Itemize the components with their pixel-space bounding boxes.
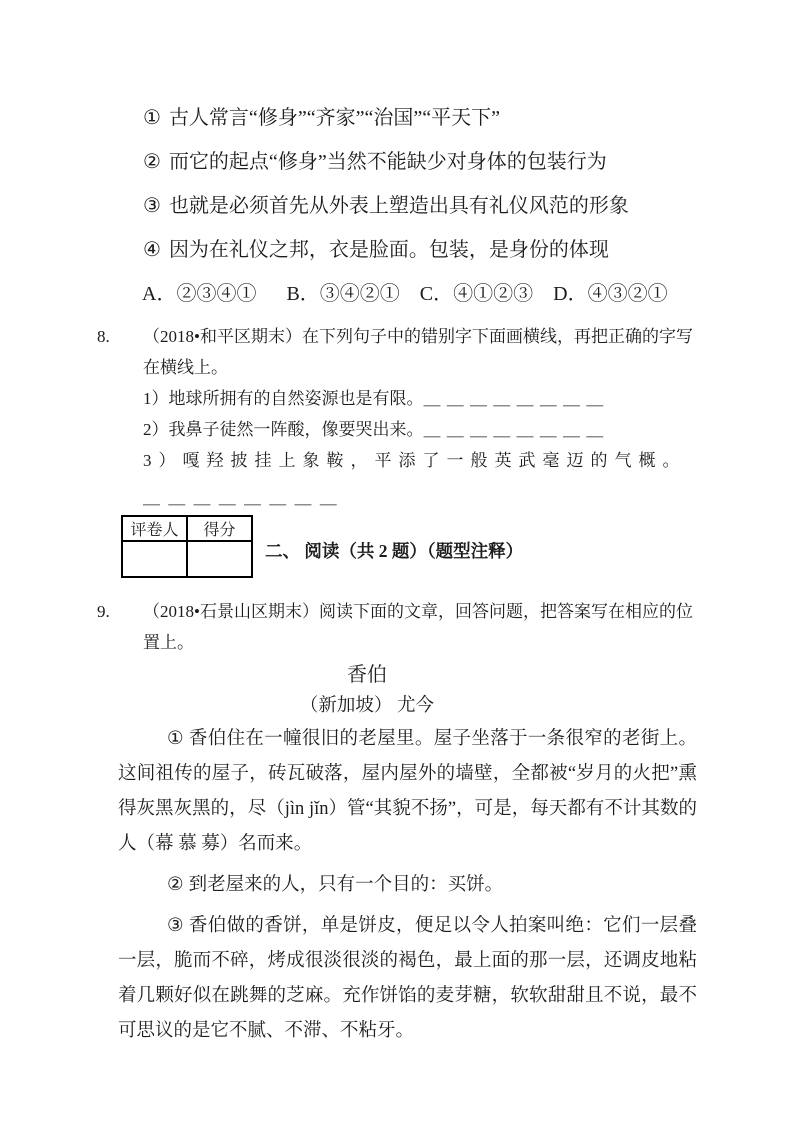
circled-number-1: ① (143, 107, 161, 129)
ordering-item-4-text: 因为在礼仪之邦，衣是脸面。包装，是身份的体现 (168, 239, 609, 261)
question-8-subitem-1 (143, 383, 697, 414)
ordering-item-1 (97, 106, 697, 130)
grader-header-cell: 评卷人 (122, 516, 187, 541)
section-2-header: 二、 阅读（共 2 题）（题型注释） (265, 541, 524, 561)
subitem-1-text: 1）地球所拥有的自然姿源也是有限。 (143, 389, 424, 408)
question-9-stem: （2018•石景山区期末）阅读下面的文章，回答问题，把答案写在相应的位置上。 (143, 602, 693, 652)
question-8-body (143, 321, 697, 513)
passage-paragraph-2 (118, 868, 697, 903)
question-8-stem: （2018•和平区期末）在下列句子中的错别字下面画横线，再把正确的字写在横线上。 (143, 327, 693, 377)
question-8-subitem-2 (143, 414, 697, 445)
question-9 (97, 596, 697, 658)
passage-title: 香伯 (347, 664, 387, 686)
ordering-item-2 (97, 150, 697, 174)
paragraph-2-text: 到老屋来的人，只有一个目的：买饼。 (188, 875, 504, 895)
paragraph-3-marker: ③ (167, 916, 184, 936)
grader-value-cell (122, 541, 187, 577)
score-table-header-row (122, 516, 252, 541)
ordering-item-3 (97, 194, 697, 218)
paragraph-2-marker: ② (167, 875, 184, 895)
ordering-item-1-text: 古人常言“修身”“齐家”“治国”“平天下” (168, 107, 500, 129)
question-8 (97, 321, 697, 513)
circled-number-4: ④ (143, 239, 161, 261)
question-9-number: 9. (97, 602, 110, 621)
score-table-value-row (122, 541, 252, 577)
score-value-cell (187, 541, 252, 577)
passage-author: （新加坡） 尤今 (299, 696, 435, 716)
question-9-body (143, 596, 697, 658)
question-8-subitem-3 (143, 445, 697, 476)
passage-paragraph-3 (118, 909, 697, 1049)
choice-options-row: A．②③④① B．③④②① C．④①②③ D．④③②① (142, 283, 668, 305)
subitem-1-answer-blanks: ＿ ＿ ＿ ＿ ＿ ＿ ＿ ＿ (423, 389, 605, 408)
score-table (121, 515, 253, 578)
circled-number-2: ② (143, 151, 161, 173)
score-header-cell: 得分 (187, 516, 252, 541)
subitem-2-answer-blanks: ＿ ＿ ＿ ＿ ＿ ＿ ＿ ＿ (423, 420, 605, 439)
paragraph-3-text: 香伯做的香饼，单是饼皮，便足以令人拍案叫绝：它们一层叠一层，脆而不碎，烤成很淡很淡的褐色，最上面的那一层，还调皮地粘着几颗好似在跳舞的芝麻。充作饼馅的麦芽糖，软软甜甜且不说，最不可思议的是它不腻、不滞、不粘牙。 (118, 916, 697, 1041)
ordering-item-3-text: 也就是必须首先从外表上塑造出具有礼仪风范的形象 (168, 195, 629, 217)
paragraph-1-marker: ① (167, 729, 184, 749)
ordering-item-2-text: 而它的起点“修身”当然不能缺少对身体的包装行为 (168, 151, 607, 173)
subitem-2-text: 2）我鼻子徒然一阵酸，像要哭出来。 (143, 420, 424, 439)
sentence-order-list (97, 106, 697, 262)
subitem-3-answer-blanks: ＿ ＿ ＿ ＿ ＿ ＿ ＿ ＿ (143, 488, 339, 507)
circled-number-3: ③ (143, 195, 161, 217)
question-8-number: 8. (97, 327, 110, 346)
subitem-3-text: 3）嘎羟披挂上象鞍，平添了一般英武毫迈的气概。 (143, 451, 687, 470)
paragraph-1-text: 香伯住在一幢很旧的老屋里。屋子坐落于一条很窄的老街上。这间祖传的屋子，砖瓦破落，屋内屋外的墙壁，全都被“岁月的火把”熏得灰黑灰黑的，尽（jìn jǐn）管“其貌不扬”，可是，每天都有不计其数的人（幕 慕 募）名而来。 (118, 729, 697, 854)
ordering-item-4 (97, 238, 697, 262)
grader-section-row (121, 515, 697, 578)
reading-passage (97, 660, 697, 1049)
passage-paragraph-1 (118, 722, 697, 862)
